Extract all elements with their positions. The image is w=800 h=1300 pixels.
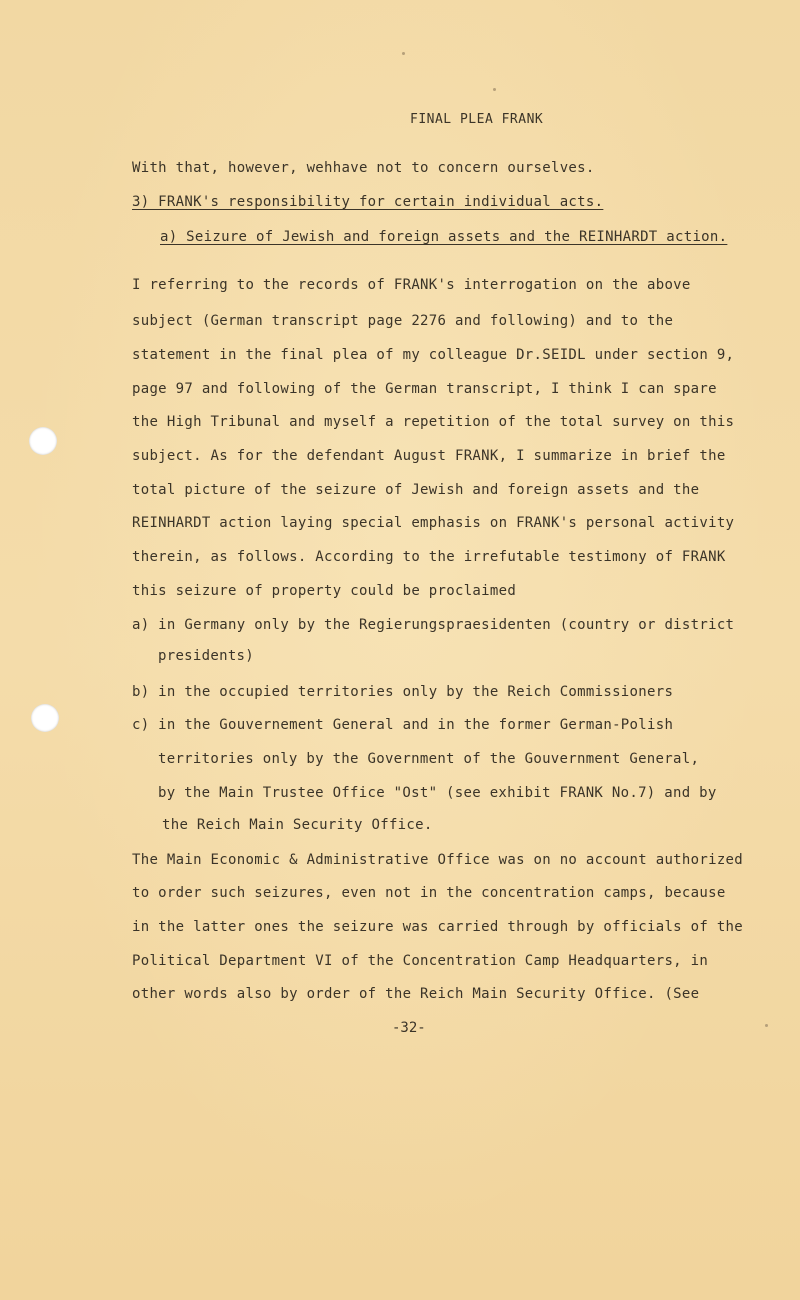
text-line: total picture of the seizure of Jewish and foreign assets and the bbox=[132, 482, 700, 498]
text-line: therein, as follows. According to the irrefutable testimony of FRANK bbox=[132, 549, 726, 565]
subsection-heading: a) Seizure of Jewish and foreign assets and the REINHARDT action. bbox=[160, 229, 728, 245]
text-line: REINHARDT action laying special emphasis on FRANK's personal activity bbox=[132, 515, 735, 531]
paper-speck bbox=[493, 88, 496, 91]
text-line: the High Tribunal and myself a repetition of the total survey on this bbox=[132, 414, 735, 430]
text-line: subject. As for the defendant August FRANK, I summarize in brief the bbox=[132, 448, 726, 464]
text-line: other words also by order of the Reich Main Security Office. (See bbox=[132, 986, 700, 1002]
punch-hole bbox=[29, 427, 57, 455]
list-item-continuation: the Reich Main Security Office. bbox=[162, 817, 433, 833]
list-item: a) in Germany only by the Regierungspraesidenten (country or district bbox=[132, 617, 735, 633]
list-item: b) in the occupied territories only by the Reich Commissioners bbox=[132, 684, 674, 700]
text-line: in the latter ones the seizure was carried through by officials of the bbox=[132, 919, 744, 935]
text-line: this seizure of property could be proclaimed bbox=[132, 583, 517, 599]
text-line: statement in the final plea of my colleague Dr.SEIDL under section 9, bbox=[132, 347, 735, 363]
list-item-continuation: presidents) bbox=[158, 648, 255, 664]
text-line: The Main Economic & Administrative Office was on no account authorized bbox=[132, 852, 744, 868]
page-number: -32- bbox=[392, 1020, 426, 1036]
text-line: With that, however, wehhave not to concern ourselves. bbox=[132, 160, 595, 176]
text-line: subject (German transcript page 2276 and following) and to the bbox=[132, 313, 674, 329]
punch-hole bbox=[31, 704, 59, 732]
text-line: Political Department VI of the Concentration Camp Headquarters, in bbox=[132, 953, 709, 969]
text-line: I referring to the records of FRANK's interrogation on the above bbox=[132, 277, 691, 293]
paper-speck bbox=[765, 1024, 768, 1027]
list-item-continuation: by the Main Trustee Office "Ost" (see exhibit FRANK No.7) and by bbox=[158, 785, 717, 801]
text-line: page 97 and following of the German transcript, I think I can spare bbox=[132, 381, 717, 397]
section-heading: 3) FRANK's responsibility for certain individual acts. bbox=[132, 194, 604, 210]
paper-speck bbox=[402, 52, 405, 55]
list-item: c) in the Gouvernement General and in the former German-Polish bbox=[132, 717, 674, 733]
list-item-continuation: territories only by the Government of the Gouvernment General, bbox=[158, 751, 700, 767]
text-line: to order such seizures, even not in the concentration camps, because bbox=[132, 885, 726, 901]
page-header: FINAL PLEA FRANK bbox=[410, 112, 544, 127]
